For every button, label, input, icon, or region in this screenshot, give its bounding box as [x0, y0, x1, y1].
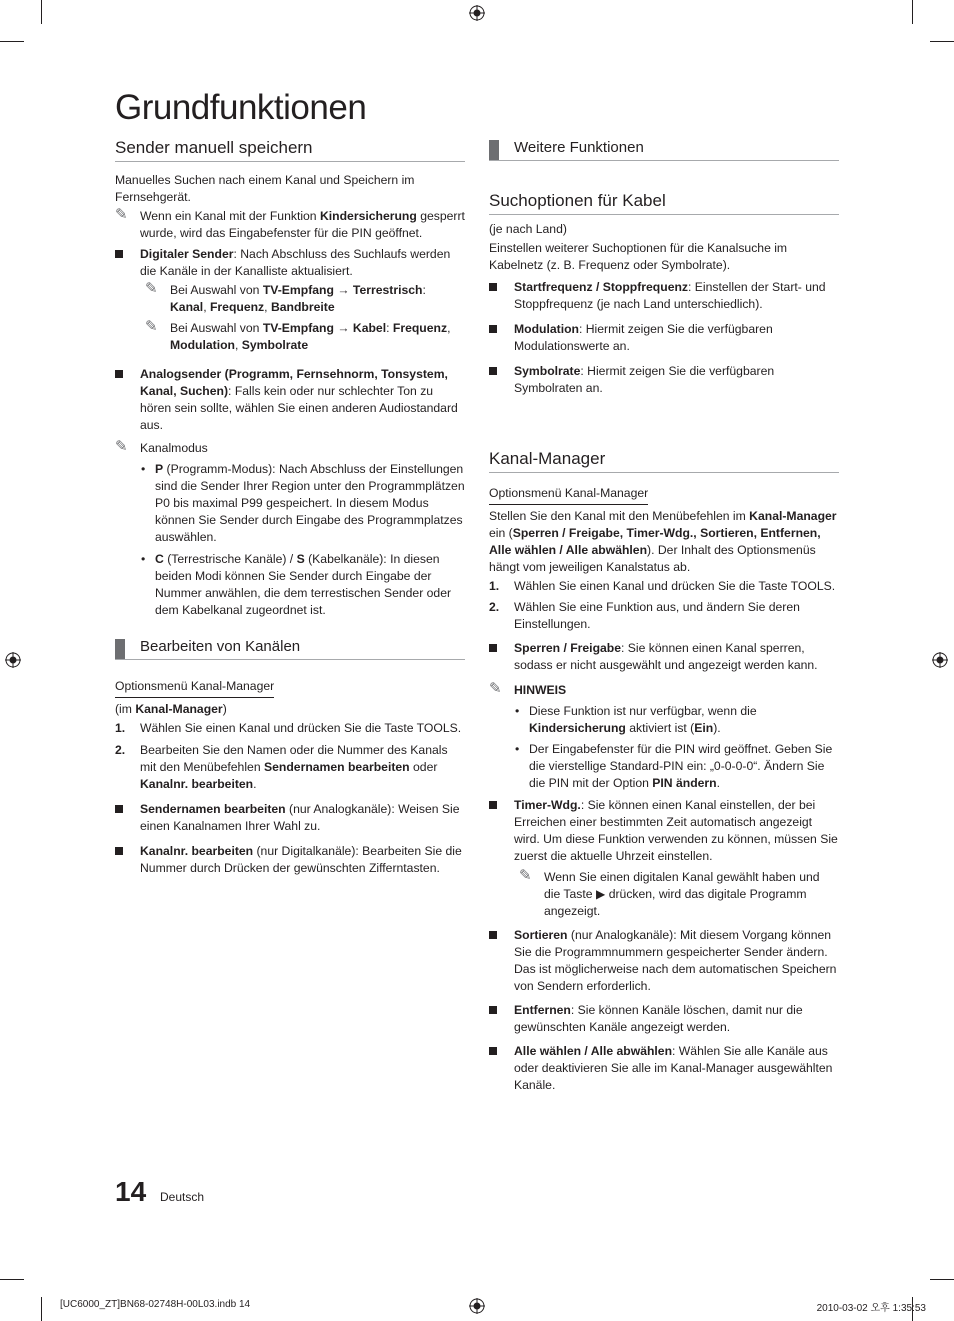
list-item: Sperren / Freigabe: Sie können einen Kanal sperren, sodass er nicht ausgewählt und angezeigt werden kann. — [489, 640, 839, 674]
list-item: Kanalnr. bearbeiten (nur Digitalkanäle): Bearbeiten Sie die Nummer durch Drücken der gewünschten Zifferntasten. — [115, 843, 465, 877]
crop-mark — [0, 1279, 24, 1280]
section-title-bearbeiten: Bearbeiten von Kanälen — [115, 637, 465, 660]
list-item: Modulation: Hiermit zeigen Sie die verfügbaren Modulationswerte an. — [489, 321, 839, 355]
print-slug-left: [UC6000_ZT]BN68-02748H-00L03.indb 14 — [60, 1299, 251, 1310]
context-note: (im Kanal-Manager) — [115, 702, 227, 716]
registration-mark-icon — [469, 1298, 485, 1314]
square-bullet-icon — [115, 805, 123, 813]
crop-mark — [41, 0, 42, 24]
list-item: Digitaler Sender: Nach Abschluss des Suchlaufs werden die Kanäle in der Kanalliste aktualisiert. — [115, 246, 465, 280]
crop-mark — [912, 0, 913, 24]
note: ✎ Kanalmodus — [115, 438, 208, 455]
pencil-icon: ✎ — [115, 438, 128, 455]
page-number: 14 — [115, 1176, 147, 1207]
pencil-icon: ✎ — [145, 280, 158, 297]
step-item: 1. Wählen Sie einen Kanal und drücken Sie die Taste TOOLS. — [115, 721, 462, 735]
crop-mark — [930, 41, 954, 42]
section-intro: Manuelles Suchen nach einem Kanal und Speichern im Fernsehgerät. — [115, 173, 415, 204]
page-language: Deutsch — [160, 1190, 205, 1204]
context-note: (je nach Land) — [489, 222, 567, 236]
square-bullet-icon — [489, 1006, 497, 1014]
pencil-icon: ✎ — [145, 318, 158, 335]
square-bullet-icon — [115, 847, 123, 855]
page-title: Grundfunktionen — [115, 88, 367, 127]
pencil-icon: ✎ — [519, 867, 532, 884]
registration-mark-icon — [469, 5, 485, 21]
note: ✎ Bei Auswahl von TV-Empfang → Kabel: Frequenz, Modulation, Symbolrate — [145, 318, 451, 352]
pencil-icon: ✎ — [489, 680, 502, 697]
list-item: • C (Terrestrische Kanäle) / S (Kabelkanäle): In diesen beiden Modi können Sie Sender durch Eingabe der Nummer anwählen, die dem terrestischen Sender oder dem Kabelkanal zugeordnet ist. — [141, 552, 452, 617]
step-item: 1. Wählen Sie einen Kanal und drücken Sie die Taste TOOLS. — [489, 579, 836, 593]
square-bullet-icon — [489, 644, 497, 652]
square-bullet-icon — [489, 931, 497, 939]
section-title-sender-manuell: Sender manuell speichern — [115, 138, 465, 162]
list-item: • Der Eingabefenster für die PIN wird geöffnet. Geben Sie die vierstellige Standard-PIN ein: „0-0-0-0“. Ändern Sie die PIN mit der Option PIN ändern. — [515, 742, 833, 790]
list-item: Alle wählen / Alle abwählen: Wählen Sie alle Kanäle aus oder deaktivieren Sie alle im Kanal-Manager ausgewählten Kanäle. — [489, 1043, 839, 1094]
list-item: Sortieren (nur Analogkanäle): Mit diesem Vorgang können Sie die Programmnummern gespeicherter Sender ändern. Das ist möglicherweise nach dem automatischen Speichern von Sendern erforderlich. — [489, 927, 839, 995]
registration-mark-icon — [5, 652, 21, 668]
section-title-weitere: Weitere Funktionen — [489, 138, 839, 161]
square-bullet-icon — [115, 250, 123, 258]
list-item: • Diese Funktion ist nur verfügbar, wenn die Kindersicherung aktiviert ist (Ein). — [515, 704, 757, 735]
list-item: Entfernen: Sie können Kanäle löschen, damit nur die gewünschten Kanäle angezeigt werden. — [489, 1002, 839, 1036]
square-bullet-icon — [489, 1047, 497, 1055]
section-intro: Einstellen weiterer Suchoptionen für die Kanalsuche im Kabelnetz (z. B. Frequenz oder Symbolrate). — [489, 241, 788, 272]
list-item: Analogsender (Programm, Fernsehnorm, Tonsystem, Kanal, Suchen): Falls kein oder nur schlechter Ton zu hören sein sollte, wählen Sie einen anderen Audiostandard aus. — [115, 366, 465, 434]
square-bullet-icon — [489, 325, 497, 333]
list-item: Sendernamen bearbeiten (nur Analogkanäle): Weisen Sie einen Kanalnamen Ihrer Wahl zu. — [115, 801, 465, 835]
note: ✎ Wenn ein Kanal mit der Funktion Kindersicherung gesperrt wurde, wird das Eingabefenster für die PIN geöffnet. — [115, 206, 465, 240]
crop-mark — [930, 1279, 954, 1280]
right-column — [489, 138, 839, 1094]
square-bullet-icon — [489, 367, 497, 375]
step-item: 2. Bearbeiten Sie den Namen oder die Nummer des Kanals mit den Menübefehlen Sendernamen bearbeiten oder Kanalnr. bearbeiten. — [115, 743, 448, 791]
left-column — [115, 138, 465, 877]
square-bullet-icon — [489, 283, 497, 291]
square-bullet-icon — [489, 801, 497, 809]
section-title-suchoptionen: Suchoptionen für Kabel — [489, 191, 839, 215]
step-item: 2. Wählen Sie eine Funktion aus, und ändern Sie deren Einstellungen. — [489, 600, 800, 631]
registration-mark-icon — [932, 652, 948, 668]
print-slug-right: 2010-03-02 오후 1:35:53 — [816, 1303, 926, 1314]
note: ✎ Bei Auswahl von TV-Empfang → Terrestrisch: Kanal, Frequenz, Bandbreite — [145, 280, 426, 314]
crop-mark — [41, 1297, 42, 1321]
list-item: Timer-Wdg.: Sie können einen Kanal einstellen, der bei Erreichen einer bestimmten Zeit automatisch angezeigt wird. Um diese Funktion verwenden zu können, müssen Sie zuerst die aktuelle Uhrzeit einstellen. — [489, 797, 839, 865]
list-item: Startfrequenz / Stoppfrequenz: Einstellen der Start- und Stoppfrequenz (je nach Land unterschiedlich). — [489, 279, 839, 313]
sub-heading: Optionsmenü Kanal-Manager — [489, 485, 648, 505]
list-item: Symbolrate: Hiermit zeigen Sie die verfügbaren Symbolraten an. — [489, 363, 839, 397]
note: ✎ HINWEIS — [489, 680, 567, 697]
square-bullet-icon — [115, 370, 123, 378]
list-item: • P (Programm-Modus): Nach Abschluss der Einstellungen sind die Sender Ihrer Region unter den Programmplätzen P0 bis maximal P99 gespeichert. In diesem Modus können Sie Sender durch Eingabe des Programmplatzes auswählen. — [141, 462, 465, 544]
section-title-kanal-manager: Kanal-Manager — [489, 449, 839, 473]
pencil-icon: ✎ — [115, 206, 128, 223]
section-intro: Stellen Sie den Kanal mit den Menübefehlen im Kanal-Manager ein (Sperren / Freigabe, Timer-Wdg., Sortieren, Entfernen, Alle wählen / Alle abwählen). Der Inhalt des Optionsmenüs hängt vom jeweiligen Kanalstatus ab. — [489, 509, 837, 574]
sub-heading: Optionsmenü Kanal-Manager — [115, 678, 274, 698]
note: ✎ Wenn Sie einen digitalen Kanal gewählt haben und die Taste ▶ drücken, wird das digitale Programm angezeigt. — [519, 867, 820, 918]
crop-mark — [0, 41, 24, 42]
